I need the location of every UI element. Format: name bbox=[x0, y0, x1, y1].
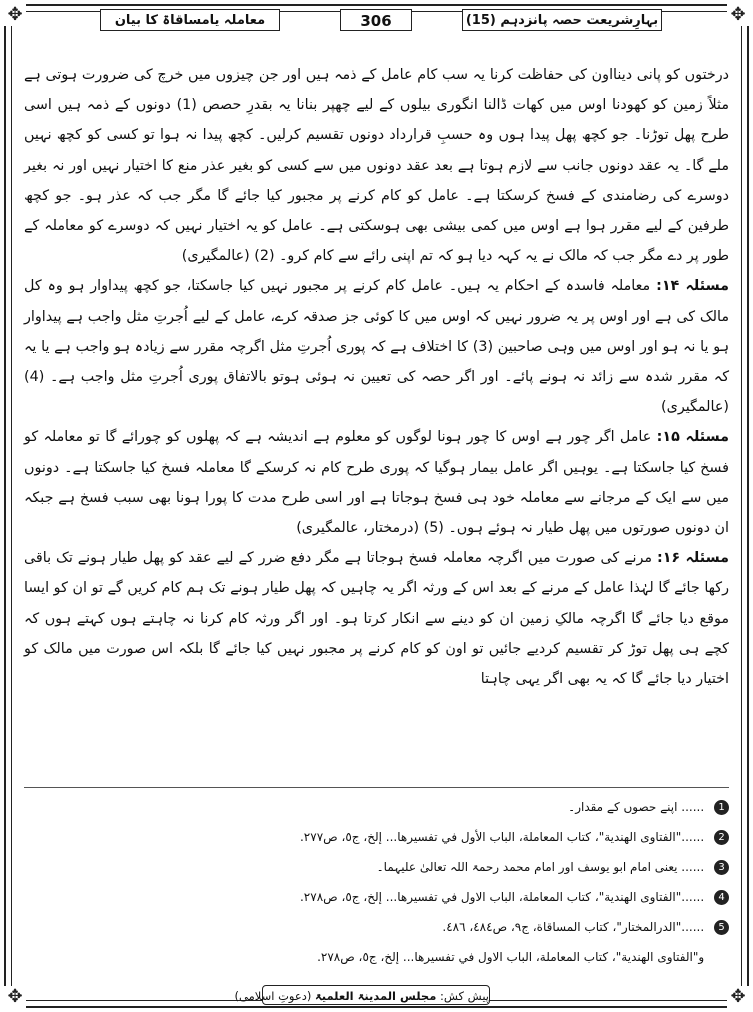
footnote-number: 3 bbox=[714, 860, 729, 875]
page-header bbox=[0, 4, 753, 34]
footnote-number: 1 bbox=[714, 800, 729, 815]
footnote-number: 2 bbox=[714, 830, 729, 845]
masala-16 bbox=[24, 543, 729, 694]
footnote-divider bbox=[24, 787, 729, 788]
main-text bbox=[24, 60, 729, 694]
masala-14 bbox=[24, 271, 729, 422]
masala-label: مسئلہ ۱۵: bbox=[656, 429, 730, 446]
ornament-top-right-icon: ✥ bbox=[727, 4, 749, 26]
footnote-text: ...... یعنی امام ابو یوسف اور امام محمد رحمۃ اللہ تعالیٰ علیہما۔ bbox=[376, 860, 705, 874]
footnote-number bbox=[714, 950, 729, 965]
paragraph-text: عامل اگر چور ہے اوس کا چور ہونا لوگوں کو معلوم ہے اندیشہ ہے کہ پھلوں کو چورائے گا تو معاملہ کو فسخ کیا جاسکتا ہے۔ یوہیں اگر عامل بیمار ہوگیا کہ پوری طرح کام نہ کرسکے گا معاملہ فسخ کیا جاسکتا ہے۔ دونوں میں سے ایک کے مرجانے سے معاملہ خود ہی فسخ ہوجاتا ہے اور اسی طرح مدت کا پورا ہونا بھی سبب فسخ ہے جبکہ ان دونوں صورتوں میں پھل طیار نہ ہوئے ہوں۔ (5) (درمختار، عالمگیری) bbox=[24, 429, 729, 537]
footnote-text: ......"الفتاوی الهندية"، كتاب المعاملة، الباب الأول في تفسيرها... إلخ، ج٥، ص٢٧٧. bbox=[299, 830, 705, 844]
footnotes bbox=[24, 792, 729, 972]
paragraph-text: مرنے کی صورت میں اگرچہ معاملہ فسخ ہوجاتا ہے مگر دفع ضرر کے لیے عقد کو پھل طیار ہونے تک باقی رکھا جائے گا لہٰذا عامل کے مرنے کے بعد اس کے ورثہ اگر یہ چاہیں کہ پھل طیار ہونے تک ہم کام کریں گے تو ان کو ایسا موقع دیا جائے گا اگرچہ مالکِ زمین ان کو دینے سے انکار کرتا ہو۔ اور اگر ورثہ کام کرنا نہ چاہتے ہوں کہتے ہوں کہ کچے ہی پھل توڑ کر تقسیم کردیے جائیں تو اون کو کام کرنے پر مجبور نہیں کیا جائے گا بلکہ اس صورت میں مالک کو اختیار دیا جائے گا کہ یہ بھی اگر یہی چاہتا bbox=[24, 550, 729, 688]
page-number: 306 bbox=[340, 9, 412, 31]
footnote-item bbox=[24, 792, 729, 822]
footnote-text: ......"الفتاوی الهندية"، كتاب المعاملة، الباب الاول في تفسيرها... إلخ، ج٥، ص٢٧٨. bbox=[299, 890, 705, 904]
footnote-text: ...... اپنے حصوں کے مقدار۔ bbox=[568, 800, 705, 814]
footer-suffix: (دعوتِ اسلامی) bbox=[234, 989, 312, 1003]
footnote-item bbox=[24, 942, 729, 972]
footnote-number: 5 bbox=[714, 920, 729, 935]
paragraph-text: درختوں کو پانی دینااون کی حفاظت کرنا یہ سب کام عامل کے ذمہ ہیں اور جن چیزوں میں خرچ کی ضرورت ہوتی ہے مثلاً زمین کو کھودنا اوس میں کھات ڈالنا انگوری بیلوں کے لیے چھپر بنانا یہ بقدرِ حصص (1) دونوں کے ذمہ ہیں اسی طرح پھل توڑنا۔ جو کچھ پھل پیدا ہوں وہ حسبِ قرارداد دونوں تقسیم کرلیں۔ کچھ پیدا نہ ہوا تو کسی کو کچھ نہیں ملے گا۔ یہ عقد دونوں جانب سے لازم ہوتا ہے بعد عقد دونوں میں سے کسی کو بغیر عذر منع کا اختیار نہیں اور نہ بغیر دوسرے کی رضامندی کے فسخ کرسکتا ہے۔ عامل کو کام کرنے پر مجبور کیا جائے گا مگر جب کہ عذر ہو۔ جو کچھ طرفین کے لیے مقرر ہوا ہے اوس میں کمی بیشی بھی ہوسکتی ہے۔ عامل کو یہ اختیار نہیں کہ دوسرے کو معاملہ کے طور پر دے مگر جب کہ مالک نے یہ کہہ دیا ہو کہ تم اپنی رائے سے کام کرو۔ (2) (عالمگیری) bbox=[24, 67, 729, 265]
footnote-item bbox=[24, 912, 729, 942]
masala-15 bbox=[24, 422, 729, 543]
ornament-bottom-right-icon: ✥ bbox=[727, 986, 749, 1008]
ornament-top-left-icon: ✥ bbox=[4, 4, 26, 26]
book-title: بہارِشریعت حصہ پانزدہم (15) bbox=[462, 9, 662, 31]
footnote-text: ......"الدرالمختار"، كتاب المساقاة، ج٩، ص٤٨٤، ٤٨٦. bbox=[442, 920, 705, 934]
footnote-number: 4 bbox=[714, 890, 729, 905]
paragraph-intro bbox=[24, 60, 729, 271]
footnote-item bbox=[24, 882, 729, 912]
ornament-bottom-left-icon: ✥ bbox=[4, 986, 26, 1008]
masala-label: مسئلہ ۱۶: bbox=[656, 550, 729, 567]
footer-prefix: پیش کش: bbox=[440, 989, 489, 1003]
footnote-text: و"الفتاوی الهندية"، كتاب المعاملة، الباب الاول في تفسيرها... إلخ، ج٥، ص٢٧٨. bbox=[317, 950, 705, 964]
publisher-footer bbox=[234, 985, 490, 1005]
paragraph-text: معاملہ فاسدہ کے احکام یہ ہیں۔ عامل کام کرنے پر مجبور نہیں کیا جاسکتا، جو کچھ پیداوار ہو وہ کل مالک کی ہے اور اوس پر یہ ضرور نہیں کہ اوس میں کا کوئی جز صدقہ کرے، عامل کے لیے اُجرتِ مثل واجب ہے پیداوار ہو یا نہ ہو اور اوس میں وہی صاحبین (3) کا اختلاف ہے کہ پوری اُجرتِ مثل اگرچہ مقرر سے زیادہ ہو واجب ہے یا یہ کہ مقرر شدہ سے زائد نہ ہونے پائے۔ اور اگر حصہ کی تعیین نہ ہوئی ہوتو بالاتفاق پوری اُجرتِ مثل واجب ہے۔ (4) (عالمگیری) bbox=[24, 278, 729, 416]
masala-label: مسئلہ ۱۴: bbox=[656, 278, 730, 295]
footer-org: مجلس المدینۃ العلمیۃ bbox=[315, 989, 437, 1003]
chapter-title: معاملہ یامساقاۃ کا بیان bbox=[100, 9, 280, 31]
footnote-item bbox=[24, 852, 729, 882]
footnote-item bbox=[24, 822, 729, 852]
